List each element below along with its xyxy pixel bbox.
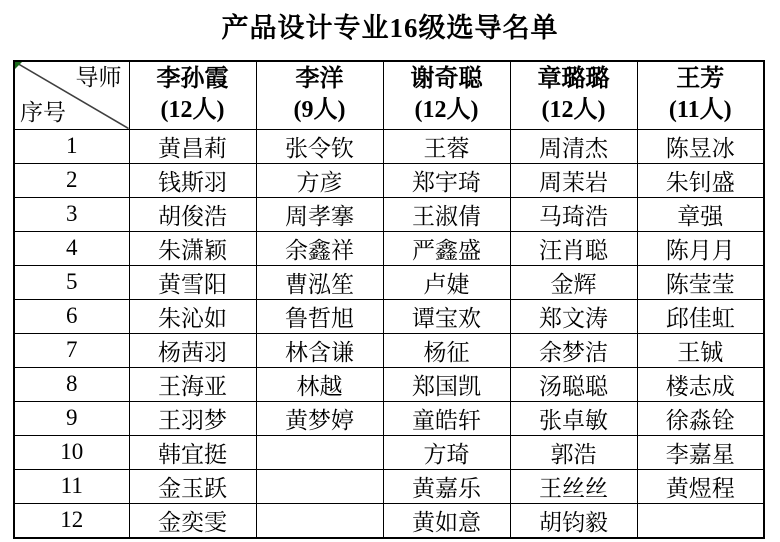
student-cell: 林越 bbox=[256, 367, 383, 401]
student-cell: 方彦 bbox=[256, 163, 383, 197]
student-cell: 严鑫盛 bbox=[383, 231, 510, 265]
student-cell: 黄嘉乐 bbox=[383, 469, 510, 503]
student-cell: 朱沁如 bbox=[129, 299, 256, 333]
student-cell: 郑宇琦 bbox=[383, 163, 510, 197]
row-number: 8 bbox=[14, 367, 129, 401]
advisor-name: 章璐璐 bbox=[537, 66, 610, 93]
student-cell: 王羽梦 bbox=[129, 401, 256, 435]
student-cell: 李嘉星 bbox=[637, 435, 764, 469]
student-cell: 陈月月 bbox=[637, 231, 764, 265]
student-cell: 郭浩 bbox=[510, 435, 637, 469]
row-number: 7 bbox=[14, 333, 129, 367]
student-cell: 朱潇颖 bbox=[129, 231, 256, 265]
student-cell: 黄雪阳 bbox=[129, 265, 256, 299]
page-title: 产品设计专业16级选导名单 bbox=[221, 13, 559, 43]
advisor-name: 李洋 bbox=[295, 66, 344, 93]
student-cell: 鲁哲旭 bbox=[256, 299, 383, 333]
student-cell: 谭宝欢 bbox=[383, 299, 510, 333]
student-cell: 杨征 bbox=[383, 333, 510, 367]
student-cell bbox=[256, 469, 383, 503]
student-cell: 陈莹莹 bbox=[637, 265, 764, 299]
student-cell: 王蓉 bbox=[383, 129, 510, 163]
student-cell: 余梦洁 bbox=[510, 333, 637, 367]
cell-corner-marker-icon bbox=[15, 62, 22, 69]
advisor-name: 王芳 bbox=[676, 66, 725, 93]
student-cell: 黄昌莉 bbox=[129, 129, 256, 163]
row-number: 2 bbox=[14, 163, 129, 197]
student-cell: 胡钧毅 bbox=[510, 503, 637, 538]
student-cell: 金奕雯 bbox=[129, 503, 256, 538]
student-cell: 张卓敏 bbox=[510, 401, 637, 435]
row-number: 9 bbox=[14, 401, 129, 435]
advisor-count: (11人) bbox=[668, 97, 732, 124]
student-cell: 邱佳虹 bbox=[637, 299, 764, 333]
table-row bbox=[14, 401, 764, 435]
student-cell: 黄如意 bbox=[383, 503, 510, 538]
student-cell: 章强 bbox=[637, 197, 764, 231]
student-cell: 汪肖聪 bbox=[510, 231, 637, 265]
student-cell: 黄梦婷 bbox=[256, 401, 383, 435]
student-cell: 杨茜羽 bbox=[129, 333, 256, 367]
student-cell: 余鑫祥 bbox=[256, 231, 383, 265]
student-cell bbox=[637, 503, 764, 538]
student-cell: 童皓轩 bbox=[383, 401, 510, 435]
student-cell: 张令钦 bbox=[256, 129, 383, 163]
student-cell: 王丝丝 bbox=[510, 469, 637, 503]
student-cell: 王铖 bbox=[637, 333, 764, 367]
corner-label-advisor: 导师 bbox=[75, 65, 122, 90]
row-number: 1 bbox=[14, 129, 129, 163]
student-cell: 金辉 bbox=[510, 265, 637, 299]
table-row bbox=[14, 503, 764, 538]
table-row bbox=[14, 265, 764, 299]
table-row bbox=[14, 231, 764, 265]
table-row bbox=[14, 469, 764, 503]
student-cell: 周孝搴 bbox=[256, 197, 383, 231]
student-cell: 胡俊浩 bbox=[129, 197, 256, 231]
student-cell: 楼志成 bbox=[637, 367, 764, 401]
student-cell: 汤聪聪 bbox=[510, 367, 637, 401]
advisor-count: (12人) bbox=[541, 97, 606, 124]
student-cell: 王海亚 bbox=[129, 367, 256, 401]
student-cell: 林含谦 bbox=[256, 333, 383, 367]
row-number: 4 bbox=[14, 231, 129, 265]
student-cell bbox=[256, 503, 383, 538]
student-cell: 卢婕 bbox=[383, 265, 510, 299]
row-number: 5 bbox=[14, 265, 129, 299]
table-row bbox=[14, 367, 764, 401]
student-cell: 马琦浩 bbox=[510, 197, 637, 231]
row-number: 6 bbox=[14, 299, 129, 333]
advisor-count: (9人) bbox=[293, 97, 346, 124]
student-cell bbox=[256, 435, 383, 469]
student-cell: 钱斯羽 bbox=[129, 163, 256, 197]
table-row bbox=[14, 435, 764, 469]
table-row bbox=[14, 197, 764, 231]
advisor-header-4 bbox=[637, 61, 764, 129]
student-cell: 郑文涛 bbox=[510, 299, 637, 333]
student-cell: 金玉跃 bbox=[129, 469, 256, 503]
student-cell: 曹泓笙 bbox=[256, 265, 383, 299]
advisor-header-0 bbox=[129, 61, 256, 129]
corner-header-cell bbox=[14, 61, 129, 129]
row-number: 10 bbox=[14, 435, 129, 469]
student-cell: 郑国凯 bbox=[383, 367, 510, 401]
row-number: 11 bbox=[14, 469, 129, 503]
student-cell: 徐淼铨 bbox=[637, 401, 764, 435]
student-cell: 黄煜程 bbox=[637, 469, 764, 503]
table-row bbox=[14, 163, 764, 197]
student-cell: 朱钊盛 bbox=[637, 163, 764, 197]
student-cell: 方琦 bbox=[383, 435, 510, 469]
row-number: 12 bbox=[14, 503, 129, 538]
table-body bbox=[14, 129, 764, 538]
advisor-header-2 bbox=[383, 61, 510, 129]
student-cell: 陈昱冰 bbox=[637, 129, 764, 163]
advisor-header-1 bbox=[256, 61, 383, 129]
table-row bbox=[14, 299, 764, 333]
student-cell: 王淑倩 bbox=[383, 197, 510, 231]
advisor-header-3 bbox=[510, 61, 637, 129]
advisor-name: 谢奇聪 bbox=[410, 66, 483, 93]
student-cell: 韩宜挺 bbox=[129, 435, 256, 469]
advisor-name: 李孙霞 bbox=[156, 66, 229, 93]
student-cell: 周茉岩 bbox=[510, 163, 637, 197]
table-row bbox=[14, 129, 764, 163]
student-cell: 周清杰 bbox=[510, 129, 637, 163]
table-row bbox=[14, 333, 764, 367]
advisor-roster-table bbox=[13, 60, 765, 539]
row-number: 3 bbox=[14, 197, 129, 231]
corner-label-number: 序号 bbox=[20, 99, 66, 125]
advisor-count: (12人) bbox=[160, 97, 225, 124]
header-row bbox=[14, 61, 764, 129]
advisor-count: (12人) bbox=[414, 97, 479, 124]
